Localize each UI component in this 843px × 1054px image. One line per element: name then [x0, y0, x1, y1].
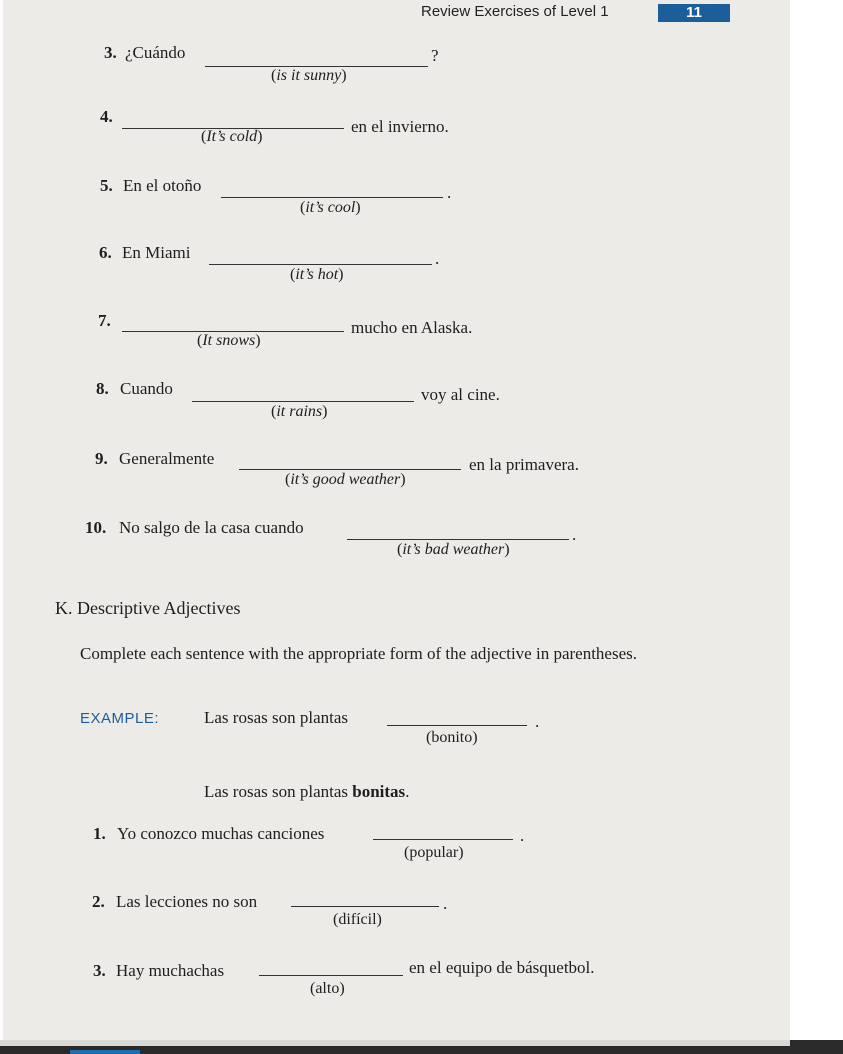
- answer-blank[interactable]: [259, 975, 403, 976]
- item-text-after: en el invierno.: [351, 117, 449, 136]
- item-number: 9.: [95, 449, 108, 468]
- answer-blank[interactable]: [221, 197, 443, 198]
- example-end: .: [535, 712, 540, 731]
- answer-blank[interactable]: [291, 906, 439, 907]
- item-hint: it’s good weather: [290, 471, 401, 488]
- item-hint: It snows: [202, 332, 256, 349]
- item-text-before: En Miami: [122, 243, 191, 262]
- example-sentence: Las rosas son plantas: [204, 708, 349, 727]
- running-head: Review Exercises of Level 1: [421, 3, 609, 20]
- item-text-after: voy al cine.: [421, 385, 500, 404]
- section-title: K. Descriptive Adjectives: [55, 598, 241, 618]
- item-text-before: Yo conozco muchas canciones: [117, 824, 325, 843]
- item-number: 6.: [99, 243, 112, 262]
- example-hint: (bonito): [426, 729, 478, 746]
- answer-blank[interactable]: [239, 469, 461, 470]
- item-number: 3.: [104, 43, 117, 62]
- item-text-before: Generalmente: [119, 449, 215, 468]
- item-text-after: mucho en Alaska.: [351, 318, 473, 337]
- book-page: Review Exercises of Level 1 11 3. ¿Cuándo ? (is it sunny) 4. en el invierno. (It’s cold) 5. En el otoño . (it’s cool) 6. En Miami . (it’s hot) 7. mucho en Alaska. (It snows) 8. Cuando voy al cine. (it rains) 9. Generalmente en la primavera. (it’s good weather) 10. No salgo de la casa cuando . (it’s bad weather) K. Descriptive Adjectives Complete each sentence with the appropriate form of the adjective in parentheses. EXAMPLE: Las rosas son plantas . (bonito) Las rosas son plantas bonitas. 1. Yo conozco muchas canciones . (popular) 2. Las lecciones no son . (difícil) 3. Hay muchachas en el equipo de básquetbol. (alto): [3, 0, 790, 1040]
- answer-blank[interactable]: [192, 401, 414, 402]
- item-number: 5.: [100, 176, 113, 195]
- item-text-before: Cuando: [120, 379, 173, 398]
- item-text-after: en la primavera.: [469, 455, 579, 474]
- item-text-before: Las lecciones no son: [116, 892, 258, 911]
- item-text-before: En el otoño: [123, 176, 202, 195]
- item-text-before: No salgo de la casa cuando: [119, 518, 304, 537]
- example-blank: [387, 725, 527, 726]
- item-hint: it’s hot: [295, 266, 339, 283]
- item-number: 4.: [100, 107, 113, 126]
- item-number: 3.: [93, 961, 106, 980]
- answer-blank[interactable]: [373, 839, 513, 840]
- item-text-after: en el equipo de básquetbol.: [409, 958, 595, 977]
- item-text-after: .: [572, 525, 577, 544]
- item-number: 1.: [93, 824, 106, 843]
- item-text-after: .: [435, 249, 440, 268]
- answer-word: bonitas: [352, 782, 406, 801]
- item-hint: it rains: [276, 403, 323, 420]
- item-number: 10.: [85, 518, 107, 537]
- item-hint: (alto): [310, 980, 345, 997]
- item-hint: It’s cold: [206, 128, 258, 145]
- item-hint: is it sunny: [276, 67, 342, 84]
- item-text-after: .: [520, 826, 525, 845]
- item-text-before: Hay muchachas: [116, 961, 225, 980]
- example-answer: Las rosas son plantas bonitas.: [204, 782, 410, 801]
- item-hint: it’s cool: [305, 199, 356, 216]
- item-number: 8.: [96, 379, 109, 398]
- item-hint: (difícil): [333, 911, 382, 928]
- item-text-after: .: [443, 894, 448, 913]
- item-number: 7.: [98, 311, 111, 330]
- item-hint: (popular): [404, 844, 464, 861]
- answer-blank[interactable]: [209, 264, 432, 265]
- instructions: Complete each sentence with the appropriate form of the adjective in parentheses.: [80, 644, 637, 663]
- answer-blank[interactable]: [347, 539, 569, 540]
- item-text-before: ¿Cuándo: [125, 43, 186, 62]
- item-text-after: .: [447, 183, 452, 202]
- example-label: EXAMPLE:: [80, 710, 160, 727]
- bottom-edge: [0, 1040, 843, 1054]
- item-hint: it’s bad weather: [402, 541, 505, 558]
- item-text-after: ?: [431, 46, 439, 65]
- page-number: 11: [658, 4, 730, 22]
- item-number: 2.: [92, 892, 105, 911]
